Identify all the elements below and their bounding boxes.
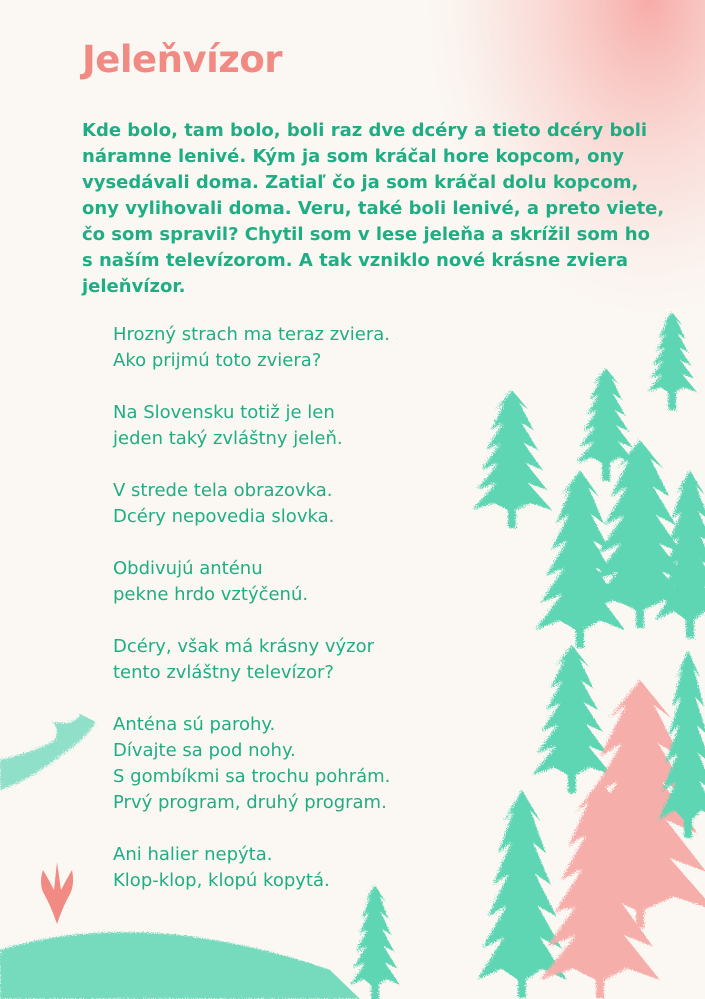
verse-line: Ani halier nepýta. bbox=[113, 844, 273, 865]
verse-line: pekne hrdo vztýčenú. bbox=[113, 584, 309, 605]
poem bbox=[113, 322, 390, 920]
heart-sprout-icon bbox=[37, 856, 77, 926]
intro-paragraph bbox=[82, 118, 665, 300]
verse-line: Dívajte sa pod nohy. bbox=[113, 740, 296, 761]
verse-line: Dcéry nepovedia slovka. bbox=[113, 506, 335, 527]
intro-line: Kde bolo, tam bolo, boli raz dve dcéry a tieto dcéry boli bbox=[82, 120, 648, 141]
stanza bbox=[113, 842, 390, 894]
intro-line: jeleňvízor. bbox=[82, 276, 186, 297]
verse-line: Na Slovensku totiž je len bbox=[113, 402, 335, 423]
intro-line: čo som spravil? Chytil som v lese jeleňa a skrížil som ho bbox=[82, 224, 650, 245]
verse-line: jeden taký zvláštny jeleň. bbox=[113, 428, 343, 449]
intro-line: náramne lenivé. Kým ja som kráčal hore kopcom, ony bbox=[82, 146, 625, 167]
verse-line: Dcéry, však má krásny výzor bbox=[113, 636, 374, 657]
page-title: Jeleňvízor bbox=[82, 38, 282, 81]
verse-line: Prvý program, druhý program. bbox=[113, 792, 387, 813]
verse-line: S gombíkmi sa trochu pohrám. bbox=[113, 766, 391, 787]
intro-line: vysedávali doma. Zatiaľ čo ja som kráčal dolu kopcom, bbox=[82, 172, 639, 193]
stanza bbox=[113, 478, 390, 530]
stanza bbox=[113, 712, 390, 816]
verse-line: Obdivujú anténu bbox=[113, 558, 263, 579]
stanza bbox=[113, 322, 390, 374]
intro-line: ony vylihovali doma. Veru, také boli lenivé, a preto viete, bbox=[82, 198, 665, 219]
verse-line: Hrozný strach ma teraz zviera. bbox=[113, 324, 391, 345]
intro-line: s naším televízorom. A tak vzniklo nové krásne zviera bbox=[82, 250, 629, 271]
stanza bbox=[113, 634, 390, 686]
stanza bbox=[113, 400, 390, 452]
verse-line: V strede tela obrazovka. bbox=[113, 480, 333, 501]
verse-line: Anténa sú parohy. bbox=[113, 714, 276, 735]
verse-line: Ako prijmú toto zviera? bbox=[113, 350, 322, 371]
verse-line: Klop-klop, klopú kopytá. bbox=[113, 870, 330, 891]
verse-line: tento zvláštny televízor? bbox=[113, 662, 334, 683]
stanza bbox=[113, 556, 390, 608]
